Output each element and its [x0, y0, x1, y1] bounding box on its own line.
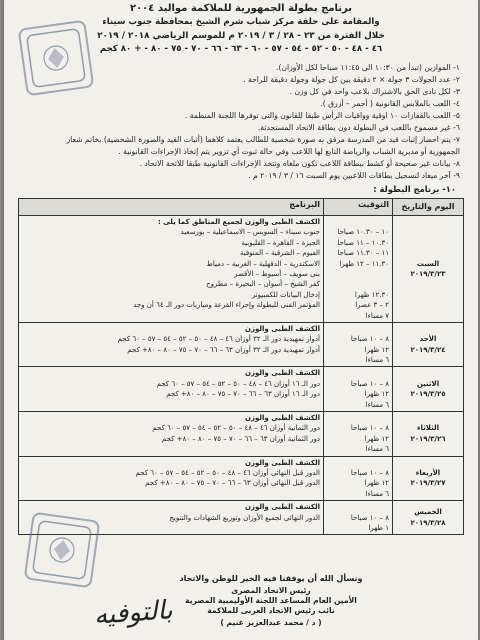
- signatory-name: ( د / محمد عبدالعزيز غنيم ): [220, 618, 322, 627]
- day-name: الاثنين: [416, 379, 440, 388]
- program-line: الكشف الطبى والوزن: [245, 458, 320, 467]
- rule-item: ٤- اللعب بالملابس القانونية ( أحمر – أزرق ).: [320, 99, 460, 108]
- header-time: التوقيت: [324, 199, 393, 216]
- day-cell: [393, 412, 464, 457]
- rule-item: ٧- يتم احضار إثبات قيد من المدرسة مرفق به صورة شخصية للطالب يعتمد كلاهما (أثبات القيد والصورة الشخصية) بخاتم شعار: [66, 135, 460, 144]
- schedule-body: [19, 216, 464, 535]
- program-cell: [19, 412, 324, 457]
- program-line: أدوار تمهيدية دور الـ ٣٢ أوزان ٤٦ – ٤٨ – ٥٠ – ٥٢ – ٥٤ – ٥٧ – ٦٠ كجم: [117, 335, 320, 344]
- table-header-row: [19, 199, 464, 216]
- signatory-title-1: رئيس الاتحاد المصرى: [231, 586, 311, 595]
- day-cell: [393, 367, 464, 412]
- time-slot: ٨ – ١٠ صباحا: [350, 335, 389, 344]
- day-name: الأحد: [419, 335, 437, 344]
- time-slot: ٨ – ١٠ صباحا: [350, 424, 389, 433]
- program-line: [22, 400, 320, 410]
- time-slot: ٧ مساءا: [365, 311, 389, 320]
- rules-list: [14, 62, 460, 182]
- weights-line: ٤٦ - ٤٨ - ٥٠ - ٥٢ - ٥٤ - ٥٧ - ٦٠ - ٦٣ - ٦٦ - ٧٠ - ٧٥ - ٨٠ - + ٨٠ كجم: [99, 44, 383, 54]
- program-line: الكشف الطبى والوزن: [245, 503, 320, 512]
- program-cell: [19, 216, 324, 323]
- time-slot: [327, 368, 389, 378]
- time-cell: [324, 412, 393, 457]
- time-cell: [324, 456, 393, 501]
- time-slot: ١٢ ظهرا: [364, 434, 389, 443]
- period-line: خلال الفترة من ٢٣ - ٢٨ / ٣ / ٢٠١٩ م للموسم الرياضي ٢٠١٨ / ٢٠١٩: [97, 31, 385, 41]
- program-line: الفيوم – الشرقية – المنوفية: [239, 249, 320, 258]
- time-slot: ٦ مساءا: [365, 400, 389, 409]
- time-slot: ١٢.٣٠ ظهرا: [354, 290, 389, 299]
- time-cell: [324, 216, 393, 323]
- time-slot: [327, 324, 389, 334]
- schedule-title: ١٠- برنامج البطولة :: [373, 184, 456, 194]
- schedule-table: [18, 198, 464, 535]
- day-date: ٢٠١٩/٣/٢٣: [410, 269, 446, 278]
- table-row: [19, 456, 464, 501]
- time-slot: ١٠.٣٠ – ١١ صباحا: [337, 238, 389, 247]
- program-line: إدخال البيانات للكمبيوتر: [251, 290, 320, 299]
- program-line: الكشف الطبى والوزن لجميع المناطق كما يلى :: [157, 218, 320, 226]
- day-name: الخميس: [414, 508, 442, 517]
- program-line: دور الـ ١٦ أوزان ٤٦ – ٤٨ – ٥٠ – ٥٢ – ٥٤ – ٥٧ – ٦٠ كجم: [156, 379, 320, 388]
- time-slot: ٨ – ١٠ صباحا: [350, 513, 389, 522]
- program-line: [22, 311, 320, 321]
- program-cell: [19, 367, 324, 412]
- time-slot: ١١ – ١١.٣٠ صباحا: [337, 249, 389, 258]
- header-program: البرنامج: [19, 199, 324, 216]
- time-slot: [327, 279, 389, 289]
- time-cell: [324, 322, 393, 367]
- venue-line: والمقامة على حلقة مركز شباب شرم الشيخ بمحافظة جنوب سيناء: [102, 17, 380, 27]
- time-slot: ٨ – ١٠ صباحا: [350, 468, 389, 477]
- table-row: [19, 367, 464, 412]
- time-slot: [327, 269, 389, 279]
- time-slot: [327, 413, 389, 423]
- time-cell: [324, 367, 393, 412]
- day-name: الأربعاء: [415, 468, 441, 477]
- day-date: ٢٠١٩/٣/٢٥: [410, 390, 446, 399]
- program-line: الاسكندرية – الدقهلية – الغربية – دمياط: [206, 259, 320, 268]
- time-slot: ١٠ – ١٠.٣٠ صباحا: [337, 228, 389, 237]
- day-date: ٢٠١٩/٣/٢٧: [410, 479, 446, 488]
- day-name: السبت: [416, 259, 440, 268]
- day-cell: [393, 216, 464, 323]
- program-line: [22, 444, 320, 454]
- program-cell: [19, 456, 324, 501]
- program-line: دور الـ ١٦ أوزان ٦٣ – ٦٦ – ٧٠ – ٧٥ – ٨٠ – ٨٠+ كجم: [166, 390, 320, 399]
- time-slot: [327, 502, 389, 512]
- document-page: [4, 0, 478, 640]
- day-cell: [393, 322, 464, 367]
- program-line: [22, 489, 320, 499]
- program-line: الجيزة – القاهرة – القليوبية: [241, 238, 320, 247]
- handwritten-signature: بالتوفيه: [93, 595, 174, 631]
- program-line: الكشف الطبى والوزن: [245, 369, 320, 378]
- document-title: برنامج بطولة الجمهورية للملاكمة مواليد ٢٠٠٤: [129, 3, 353, 14]
- rule-item: الجمهورية أو مديرية الشباب والرياضة التابع لها اللاعب وفي حالة ثبوت أي تزوير يتم إتخاذ الإجراءات القانونية .: [118, 147, 460, 156]
- rule-item: ٨- بيانات غير صحيحة أو كشط ببطاقة اللاعب تكون ملغاه وتتخذ الإجراءات القانونية طبقا للائحة الاتحاد .: [139, 159, 460, 168]
- rule-item: ٢- عدد الجولات ٣ جولة × ٢ دقيقة بين كل جولة وجولة دقيقة للراحة .: [243, 75, 460, 84]
- time-slot: ٦ مساءا: [365, 356, 389, 365]
- program-line: جنوب سيناء – السويس – الاسماعيلية – بورسعيد: [180, 228, 320, 237]
- time-slot: [327, 217, 389, 227]
- header-date: اليوم والتاريخ: [393, 199, 464, 216]
- time-slot: ١٢ ظهرا: [364, 390, 389, 399]
- day-name: الثلاثاء: [416, 424, 440, 433]
- rule-item: ٣- لكل نادى الحق بالاشتراك بلاعب واحد في كل وزن .: [289, 87, 460, 96]
- table-row: [19, 216, 464, 323]
- day-date: ٢٠١٩/٣/٢٦: [410, 434, 446, 443]
- program-line: [22, 355, 320, 365]
- program-line: دور الثمانية أوزان ٦٣ – ٦٦ – ٧٠ – ٧٥ – ٨٠ – ٨٠+ كجم: [161, 434, 320, 443]
- program-line: المؤتمر الفنى للبطولة وإجراء القرعة ومباريات دور الـ ٦٤ أن وجد: [133, 301, 320, 310]
- table-row: [19, 412, 464, 457]
- time-slot: ٦ مساءا: [365, 445, 389, 454]
- table-row: [19, 322, 464, 367]
- rule-item: ٩- آخر ميعاد لتسجيل بطاقات اللاعبين يوم السبت ١٦ / ٣ / ٢٠١٩ م .: [248, 171, 460, 180]
- rule-item: ٥- اللعب بالقفازات ١٠ اوقية وواقيات الرأس طبقا للقانون والتى توفرها اللجنة المنظمة .: [184, 111, 460, 120]
- day-date: ٢٠١٩/٣/٢٤: [410, 345, 446, 354]
- day-date: ٢٠١٩/٣/٢٨: [410, 518, 446, 527]
- time-slot: ١٢ ظهرا: [364, 345, 389, 354]
- signatory-title-2: الأمين العام المساعد اللجنة الأوليمبية المصرية: [185, 596, 357, 605]
- day-cell: [393, 501, 464, 535]
- time-cell: [324, 501, 393, 535]
- signatory-title-3: نائب رئيس الاتحاد العربى للملاكمة: [207, 606, 335, 615]
- program-line: الدور قبل النهائى أوزان ٤٦ – ٤٨ – ٥٠ – ٥٢ – ٥٤ – ٥٧ – ٦٠ كجم: [135, 468, 320, 477]
- time-slot: ١٢ ظهرا: [364, 479, 389, 488]
- rule-item: ١- الموازين (تبدأ من ١٠:٣٠ الى ١١:٤٥ صباحا لكل الأوزان).: [276, 63, 460, 72]
- program-line: أدوار تمهيدية دور الـ ٣٢ أوزان ٦٣ – ٦٦ – ٧٠ – ٧٥ – ٨٠ – ٨٠+ كجم: [127, 345, 320, 354]
- time-slot: ٨ – ١٠ صباحا: [350, 379, 389, 388]
- time-slot: ١١.٣٠ – ١٢ ظهرا: [339, 259, 389, 268]
- program-cell: [19, 322, 324, 367]
- program-line: الدور النهائى لجميع الأوزان وتوزيع الشهادات والتتويج: [169, 513, 320, 522]
- program-line: دور الثمانية أوزان ٤٦ – ٤٨ – ٥٠ – ٥٢ – ٥٤ – ٥٧ – ٦٠ كجم: [152, 424, 320, 433]
- time-slot: ١ ظهرا: [368, 523, 389, 532]
- day-cell: [393, 456, 464, 501]
- program-line: الدور قبل النهائى أوزان ٦٣ – ٦٦ – ٧٠ – ٧٥ – ٨٠ – ٨٠+ كجم: [145, 479, 320, 488]
- time-slot: [327, 458, 389, 468]
- program-line: كفر الشيخ – أسوان – البحيرة – مطروح: [206, 280, 320, 289]
- closing-line: ونسأل الله أن يوفقنا فيه الخير للوطن والاتحاد: [179, 574, 363, 583]
- program-line: الكشف الطبى والوزن: [245, 324, 320, 333]
- time-slot: ٢ – ٣ عصرا: [355, 301, 389, 310]
- program-line: الكشف الطبى والوزن: [245, 414, 320, 423]
- rule-item: ٦- غير مسموح باللعب في البطولة دون بطاقة الاتحاد المستحدثة.: [257, 123, 460, 132]
- program-line: بنى سويف – أسيوط – الأقصر: [234, 269, 320, 278]
- time-slot: ٦ مساءا: [365, 489, 389, 498]
